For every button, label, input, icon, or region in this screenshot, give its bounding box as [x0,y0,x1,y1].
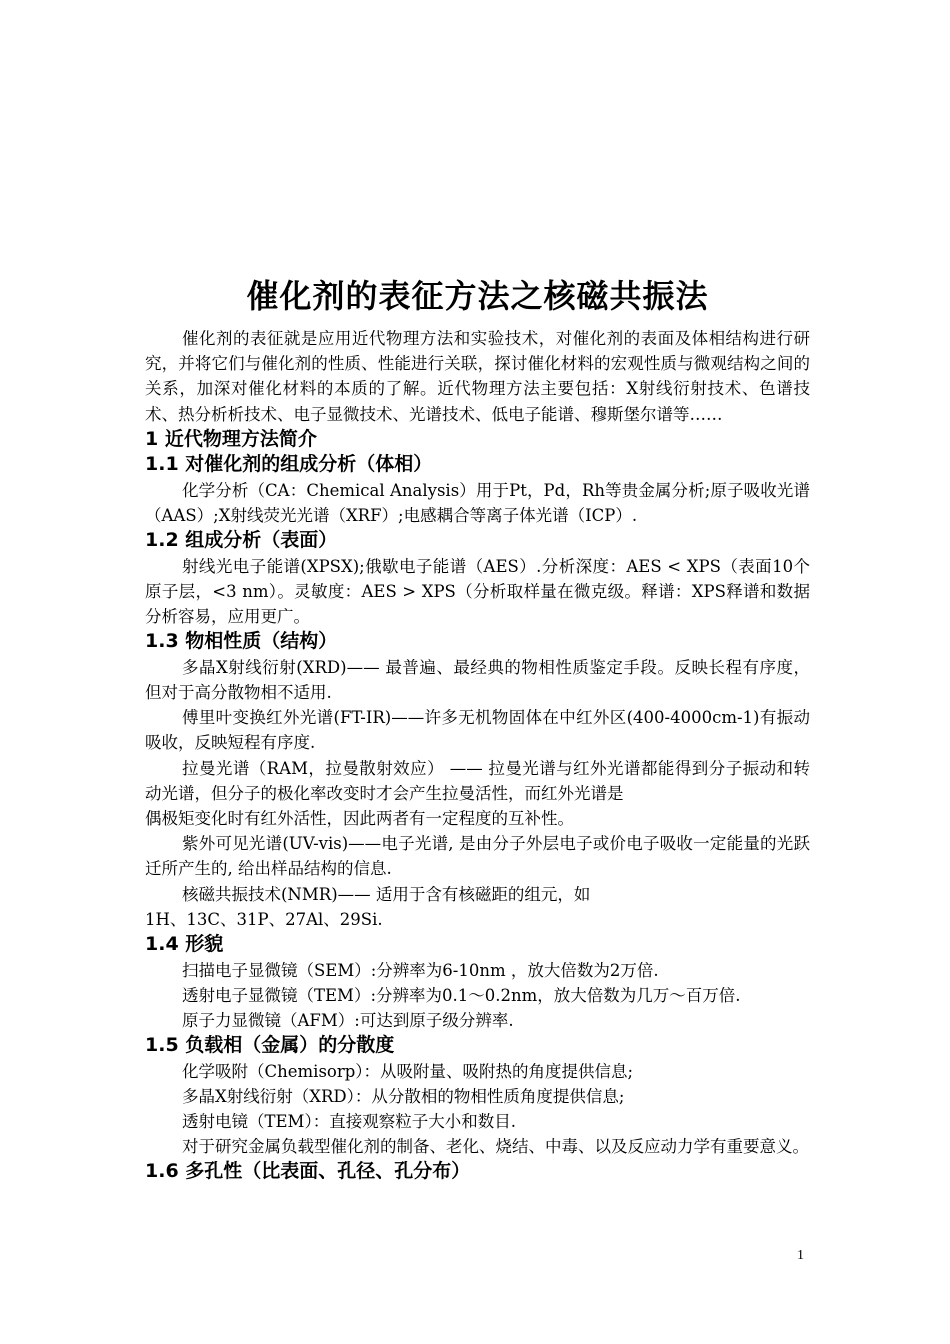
section-1-2-paragraph: 射线光电子能谱(XPSX);俄歇电子能谱（AES）.分析深度：AES < XPS（表面10个原子层，<3 nm）。灵敏度：AES > XPS（分析取样量在微克级。释谱：XPS释谱和数据分析容易，应用更广。 [145,556,810,627]
document-page [145,268,810,1185]
chemisorption-paragraph: 化学吸附（Chemisorp）：从吸附量、吸附热的角度提供信息; [182,1061,634,1081]
section-1-1-paragraph: 化学分析（CA：Chemical Analysis）用于Pt，Pd，Rh等贵金属分析;原子吸收光谱（AAS）;X射线荧光光谱（XRF）;电感耦合等离子体光谱（ICP）. [145,480,810,526]
section-1-3-heading: 1.3 物相性质（结构） [145,630,338,653]
raman-paragraph-continued: 偶极矩变化时有红外活性，因此两者有一定程度的互补性。 [145,809,574,829]
nmr-nuclei-line: 1H、13C、31P、27Al、29Si. [145,909,383,929]
page-number: 1 [797,1248,804,1263]
uvvis-paragraph: 紫外可见光谱(UV-vis)——电子光谱, 是由分子外层电子或价电子吸收一定能量的光跃迁所产生的, 给出样品结构的信息. [145,834,810,879]
section-1-4-heading: 1.4 形貌 [145,933,224,956]
afm-paragraph: 原子力显微镜（AFM）:可达到原子级分辨率. [182,1010,514,1030]
section-1-1-heading: 1.1 对催化剂的组成分析（体相） [145,453,433,476]
section-1-6-heading: 1.6 多孔性（比表面、孔径、孔分布） [145,1160,471,1183]
tem-paragraph: 透射电子显微镜（TEM）:分辨率为0.1～0.2nm，放大倍数为几万～百万倍. [182,985,741,1005]
xrd-dispersion-paragraph: 多晶X射线衍射（XRD）：从分散相的物相性质角度提供信息; [182,1086,625,1106]
sem-paragraph: 扫描电子显微镜（SEM）:分辨率为6-10nm ，放大倍数为2万倍. [182,960,659,980]
ftir-paragraph: 傅里叶变换红外光谱(FT-IR)——许多无机物固体在中红外区(400-4000cm-1)有振动吸收，反映短程有序度. [145,708,810,753]
xrd-paragraph: 多晶X射线衍射(XRD)—— 最普遍、最经典的物相性质鉴定手段。反映长程有序度，但对于高分散物相不适用. [145,657,810,703]
intro-paragraph: 催化剂的表征就是应用近代物理方法和实验技术，对催化剂的表面及体相结构进行研究，并将它们与催化剂的性质、性能进行关联，探讨催化材料的宏观性质与微观结构之间的关系，加深对催化材料的本质的了解。近代物理方法主要包括：X射线衍射技术、色谱技术、热分析析技术、电子显微技术、光谱技术、低电子能谱、穆斯堡尔谱等…… [145,329,810,424]
tem-dispersion-paragraph: 透射电镜（TEM）：直接观察粒子大小和数目. [182,1112,516,1132]
dispersion-significance-paragraph: 对于研究金属负载型催化剂的制备、老化、烧结、中毒、以及反应动力学有重要意义。 [182,1137,809,1157]
raman-paragraph: 拉曼光谱（RAM，拉曼散射效应） —— 拉曼光谱与红外光谱都能得到分子振动和转动光谱，但分子的极化率改变时才会产生拉曼活性，而红外光谱是 [145,758,810,803]
section-1-2-heading: 1.2 组成分析（表面） [145,529,338,552]
section-1-5-heading: 1.5 负载相（金属）的分散度 [145,1034,395,1057]
nmr-paragraph: 核磁共振技术(NMR)—— 适用于含有核磁距的组元，如 [182,884,591,904]
document-title: 催化剂的表征方法之核磁共振法 [246,277,709,315]
section-1-heading: 1 近代物理方法简介 [145,427,317,450]
